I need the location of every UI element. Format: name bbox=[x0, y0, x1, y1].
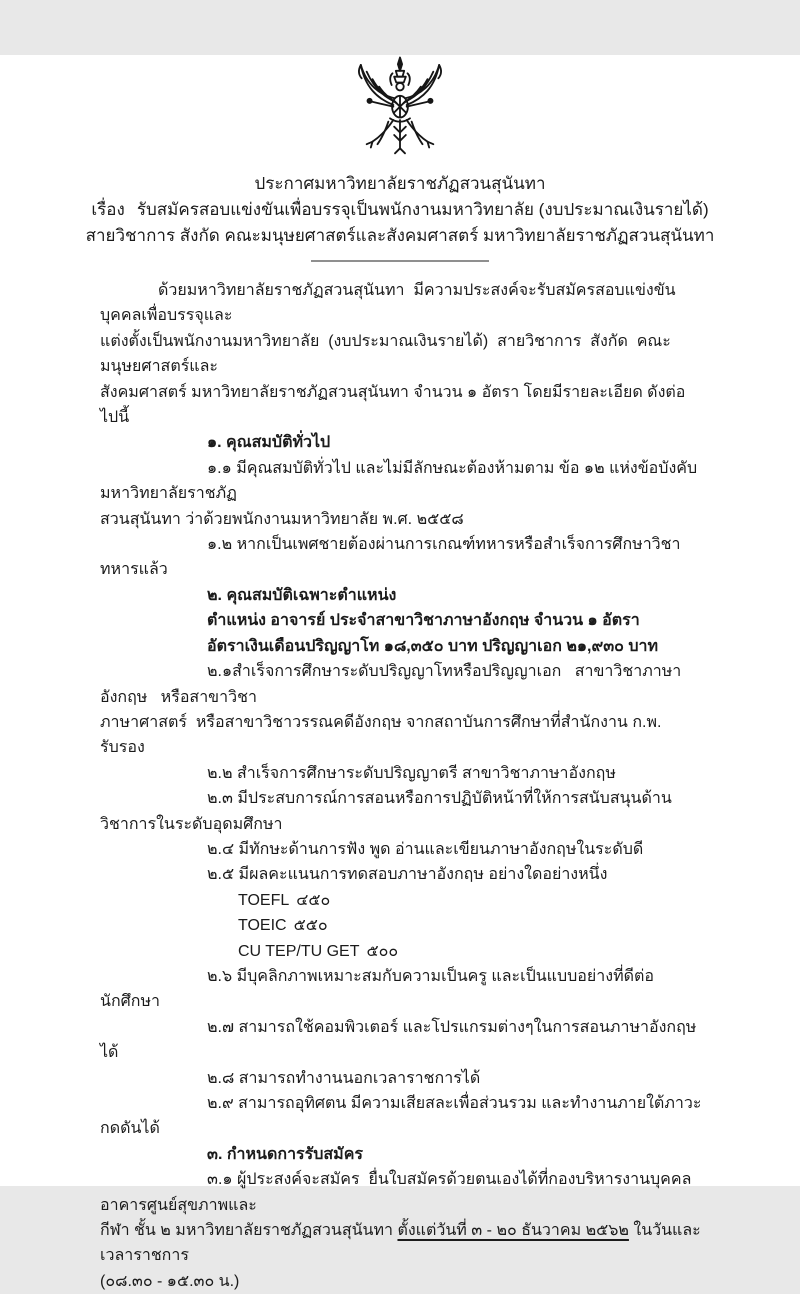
item-2-3: ๒.๓ มีประสบการณ์การสอนหรือการปฏิบัติหน้าที่ให้การสนับสนุนด้านวิชาการในระดับอุดมศึกษา bbox=[100, 790, 672, 833]
application-date-range: ตั้งแต่วันที่ ๓ - ๒๐ ธันวาคม ๒๕๖๒ bbox=[397, 1222, 629, 1240]
score-line-toeic bbox=[100, 913, 702, 938]
score-line-cutep bbox=[100, 939, 702, 964]
item-1-2: ๑.๒ หากเป็นเพศชายต้องผ่านการเกณฑ์ทหารหรือสำเร็จการศึกษาวิชาทหารแล้ว bbox=[100, 536, 681, 579]
section3-heading: ๓. กำหนดการรับสมัคร bbox=[207, 1145, 363, 1163]
item-2-6: ๒.๖ มีบุคลิกภาพเหมาะสมกับความเป็นครู และเป็นแบบอย่างที่ดีต่อนักศึกษา bbox=[100, 967, 655, 1011]
announcement-document-page bbox=[0, 55, 800, 1290]
announcement-subject bbox=[0, 197, 800, 223]
salary-line: อัตราเงินเดือนปริญญาโท ๑๘,๓๕๐ บาท ปริญญาเอก ๒๑,๙๓๐ บาท bbox=[207, 637, 659, 655]
item-2-9: ๒.๙ สามารถอุทิศตน มีความเสียสละเพื่อส่วนรวม และทำงานภายใต้ภาวะกดดันได้ bbox=[100, 1095, 702, 1138]
document-body bbox=[0, 262, 800, 1294]
test-name: TOEFL bbox=[238, 891, 290, 909]
item-2-4: ๒.๔ มีทักษะด้านการฟัง พูด อ่านและเขียนภาษาอังกฤษในระดับดี bbox=[207, 840, 644, 858]
announcement-title: ประกาศมหาวิทยาลัยราชภัฏสวนสุนันทา bbox=[254, 174, 546, 193]
item-3-1-text: ๓.๑ ผู้ประสงค์จะสมัคร ยื่นใบสมัครด้วยตนเองได้ที่กองบริหารงานบุคคล อาคารศูนย์สุขภาพและ กีฬา ชั้น ๒ มหาวิทยาลัยราชภัฏสวนสุนันทา bbox=[100, 1171, 692, 1240]
position-line: ตำแหน่ง อาจารย์ ประจำสาขาวิชาภาษาอังกฤษ จำนวน ๑ อัตรา bbox=[207, 612, 640, 630]
item-2-7: ๒.๗ สามารถใช้คอมพิวเตอร์ และโปรแกรมต่างๆในการสอนภาษาอังกฤษได้ bbox=[100, 1018, 697, 1062]
intro-paragraph: ด้วยมหาวิทยาลัยราชภัฏสวนสุนันทา มีความประสงค์จะรับสมัครสอบแข่งขันบุคคลเพื่อบรรจุและ แต่งตั้งเป็นพนักงานมหาวิทยาลัย (งบประมาณเงินรายได้) สายวิชาการ สังกัด คณะมนุษยศาสตร์และ สังคมศาสตร์ มหาวิทยาลัยราชภัฏสวนสุนันทา จำนวน ๑ อัตรา โดยมีรายละเอียด ดังต่อไปนี้ bbox=[100, 282, 686, 427]
test-name: TOEIC bbox=[238, 917, 287, 935]
announcement-faculty-line: สายวิชาการ สังกัด คณะมนุษยศาสตร์และสังคมศาสตร์ มหาวิทยาลัยราชภัฏสวนสุนันทา bbox=[85, 226, 715, 245]
item-1-1: ๑.๑ มีคุณสมบัติทั่วไป และไม่มีลักษณะต้องห้ามตาม ข้อ ๑๒ แห่งข้อบังคับมหาวิทยาลัยราชภัฏ สวนสุนันทา ว่าด้วยพนักงานมหาวิทยาลัย พ.ศ. ๒๕๕๘ bbox=[100, 459, 698, 528]
subject-label: เรื่อง bbox=[91, 200, 125, 219]
item-3-1-text-after: ในวันและเวลาราชการ (๐๘.๓๐ - ๑๕.๓๐ น.) bbox=[100, 1222, 701, 1290]
garuda-emblem bbox=[350, 55, 450, 165]
test-score: ๔๕๐ bbox=[296, 891, 331, 909]
item-2-5: ๒.๕ มีผลคะแนนการทดสอบภาษาอังกฤษ อย่างใดอย่างหนึ่ง bbox=[207, 866, 608, 884]
section2-heading: ๒. คุณสมบัติเฉพาะตำแหน่ง bbox=[207, 586, 397, 604]
item-3-1 bbox=[100, 1167, 702, 1294]
subject-text: รับสมัครสอบแข่งขันเพื่อบรรจุเป็นพนักงานมหาวิทยาลัย (งบประมาณเงินรายได้) bbox=[136, 200, 709, 219]
item-2-8: ๒.๘ สามารถทำงานนอกเวลาราชการได้ bbox=[207, 1069, 481, 1087]
test-score: ๕๕๐ bbox=[293, 917, 328, 935]
section1-heading: ๑. คุณสมบัติทั่วไป bbox=[207, 434, 331, 452]
header-title-block bbox=[0, 171, 800, 249]
test-name: CU TEP/TU GET bbox=[238, 942, 360, 960]
item-2-1: ๒.๑สำเร็จการศึกษาระดับปริญญาโทหรือปริญญาเอก สาขาวิชาภาษาอังกฤษ หรือสาขาวิชา ภาษาศาสตร์ หรือสาขาวิชาวรรณคดีอังกฤษ จากสถาบันการศึกษาที่สำนักงาน ก.พ. รับรอง bbox=[100, 663, 682, 757]
score-line-toefl bbox=[100, 888, 702, 913]
test-score: ๕๐๐ bbox=[366, 942, 399, 960]
item-2-2: ๒.๒ สำเร็จการศึกษาระดับปริญญาตรี สาขาวิชาภาษาอังกฤษ bbox=[207, 764, 616, 782]
